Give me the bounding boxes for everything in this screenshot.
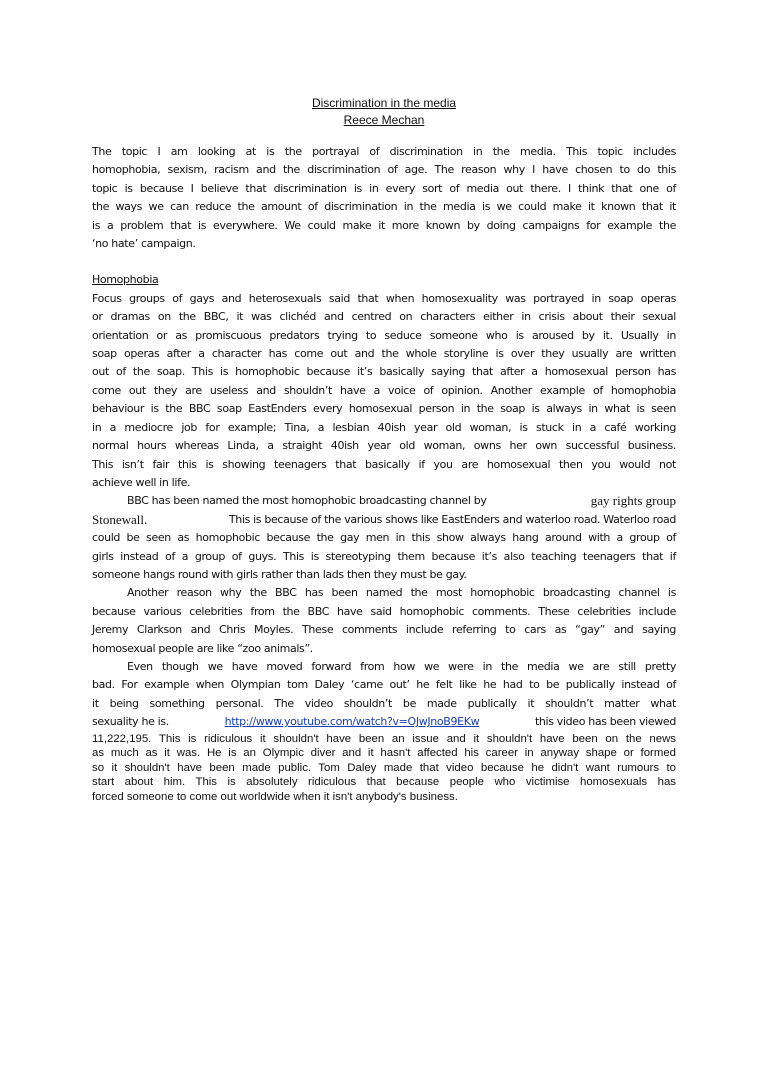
text-fragment: Another reason why the BBC has been named the most homophobic broadcasting channel is [127,586,676,600]
document-title [92,95,676,129]
text-line: homophobia, sexism, racism and the discrimination of age. The reason why I have chosen to do this [92,163,676,177]
text-line: or dramas on the BBC, it was clichéd and centred on characters either in crisis about their sexual [92,310,676,324]
text-fragment: This is because of the various shows like EastEnders and waterloo road. Waterloo road [228,512,676,526]
homophobia-section [92,271,676,492]
text-line: the ways we can reduce the amount of discrimination in the media is we could make it known that it [92,200,676,214]
text-line [92,658,676,676]
text-line: The topic I am looking at is the portrayal of discrimination in the media. This topic includes [92,145,676,158]
text-line [92,492,676,510]
text-fragment: this video has been viewed [534,715,676,729]
text-line: could be seen as homophobic because the gay men in this show always hang around with a group of [92,531,676,545]
text-line: come out they are useless and shouldn’t have a voice of opinion. Another example of homophobia [92,383,676,397]
text-line: achieve well in life. [92,475,191,489]
text-line: girls instead of a group of guys. This is stereotyping them because it’s also teaching teenagers that if [92,549,676,563]
text-line: it being something personal. The video shouldn’t be made publically it shouldn’t matter what [92,696,676,710]
bbc-paragraph [92,492,676,584]
text-line: someone hangs round with girls rather than lads then they must be gay. [92,567,467,581]
text-line: Jeremy Clarkson and Chris Moyles. These comments include referring to cars as “gay” and saying [92,623,676,637]
author-name: Reece Mechan [343,113,425,127]
youtube-link[interactable]: http://www.youtube.com/watch?v=OJwJnoB9EKw [224,715,480,729]
text-line: topic is because I believe that discrimination is in every sort of media out there. I think that one of [92,181,676,195]
text-line [92,584,676,602]
text-line: out of the soap. This is homophobic because it’s basically saying that after a homosexual person has [92,365,676,379]
text-line: in a mediocre job for example; Tina, a lesbian 40ish year old woman, is stuck in a café working [92,420,676,434]
celebrities-paragraph [92,584,676,658]
section-heading: Homophobia [92,273,159,287]
document-page [92,95,676,805]
text-line: Focus groups of gays and heterosexuals said that when homosexuality was portrayed in soap operas [92,291,676,305]
serif-text-fragment: Stonewall. [92,511,148,527]
text-line [92,713,676,731]
text-line: homosexual people are like “zoo animals”. [92,641,313,655]
text-line: bad. For example when Olympian tom Daley ‘came out’ he felt like he had to be publically instead of [92,678,676,692]
text-line: forced someone to come out worldwide when it isn't anybody's business. [92,790,458,803]
tom-daley-paragraph-continued [92,732,676,805]
text-line: because various celebrities from the BBC have said homophobic comments. These celebrities include [92,604,676,618]
text-fragment: sexuality he is. [92,715,169,729]
text-line: so it shouldn't have been made public. Tom Daley made that video because he didn't want rumours to [92,761,676,774]
text-line [92,511,676,529]
text-line: is a problem that is everywhere. We could make it more known by doing campaigns for example the [92,218,676,232]
text-line: behaviour is the BBC soap EastEnders every homosexual person in the soap is always in what is seen [92,402,676,416]
text-line: 11,222,195. This is ridiculous it shouldn't have been an issue and it shouldn't have been on the news [92,732,676,745]
text-line: soap operas after a character has come out and the whole storyline is over they usually are written [92,347,676,361]
text-fragment: Even though we have moved forward from how we were in the media we are still pretty [127,659,676,673]
text-fragment: BBC has been named the most homophobic broadcasting channel by [127,494,487,508]
text-line: as much as it was. He is an Olympic diver and it hasn't affected his career in anyway shape or formed [92,747,676,760]
text-line: ‘no hate’ campaign. [92,237,196,251]
text-line: start about him. This is absolutely ridiculous that because people who victimise homosexuals has [92,776,676,789]
title-text: Discrimination in the media [311,96,457,110]
text-line: This isn’t fair this is showing teenagers that basically if you are homosexual then you would not [92,457,676,471]
text-line: orientation or as promiscuous predators trying to seduce someone who is aroused by it. Usually in [92,328,676,342]
intro-paragraph [92,143,676,253]
serif-text-fragment: gay rights group [590,493,676,509]
text-line: normal hours whereas Linda, a straight 40ish year old woman, owns her own successful business. [92,439,676,453]
tom-daley-paragraph [92,658,676,732]
